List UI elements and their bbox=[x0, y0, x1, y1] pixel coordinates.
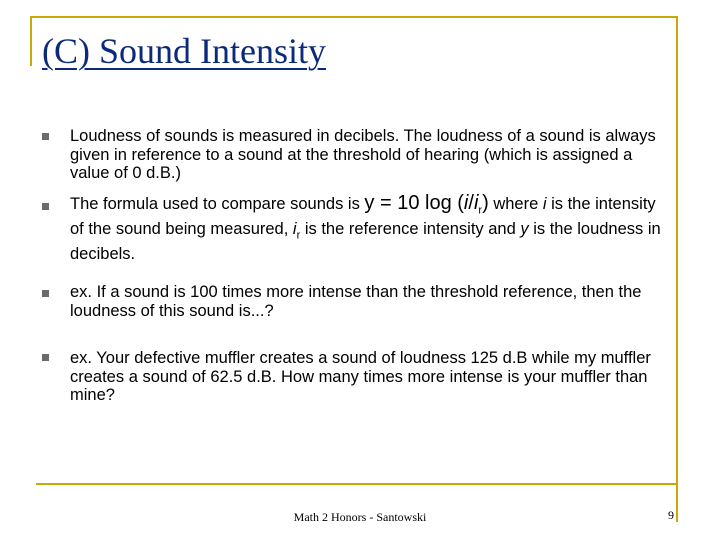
frame-left-line bbox=[30, 16, 32, 66]
bullet-item: ex. If a sound is 100 times more intense than the threshold reference, then the loudness of this sound is...? bbox=[70, 283, 642, 320]
frame-bottom-line bbox=[36, 483, 678, 485]
bullet-square-icon bbox=[42, 203, 49, 210]
bullet-item-formula: The formula used to compare sounds is y = 10 $\log (i/i_r)$ where i is the intensity of the sound being measured, $i_r$ is the reference intensity and y is the loudness in decibels. bbox=[70, 192, 661, 263]
bullet-square-icon bbox=[42, 354, 49, 361]
bullet-square-icon bbox=[42, 290, 49, 297]
slide-title: (C) Sound Intensity bbox=[42, 31, 326, 71]
bullet-item: Loudness of sounds is measured in decibels. The loudness of a sound is always given in reference to a sound at the threshold of hearing (which is assigned a value of 0 d.B.) bbox=[70, 127, 656, 182]
bullet-square-icon bbox=[42, 133, 49, 140]
page-number: 9 bbox=[668, 508, 674, 522]
frame-top-line bbox=[30, 16, 678, 18]
frame-right-line bbox=[676, 16, 678, 522]
footer-text: Math 2 Honors - Santowski bbox=[293, 510, 427, 524]
bullet-item: ex. Your defective muffler creates a sound of loudness 125 d.B while my muffler creates a sound of 62.5 d.B. How many times more intense is your muffler than mine? bbox=[70, 349, 651, 404]
